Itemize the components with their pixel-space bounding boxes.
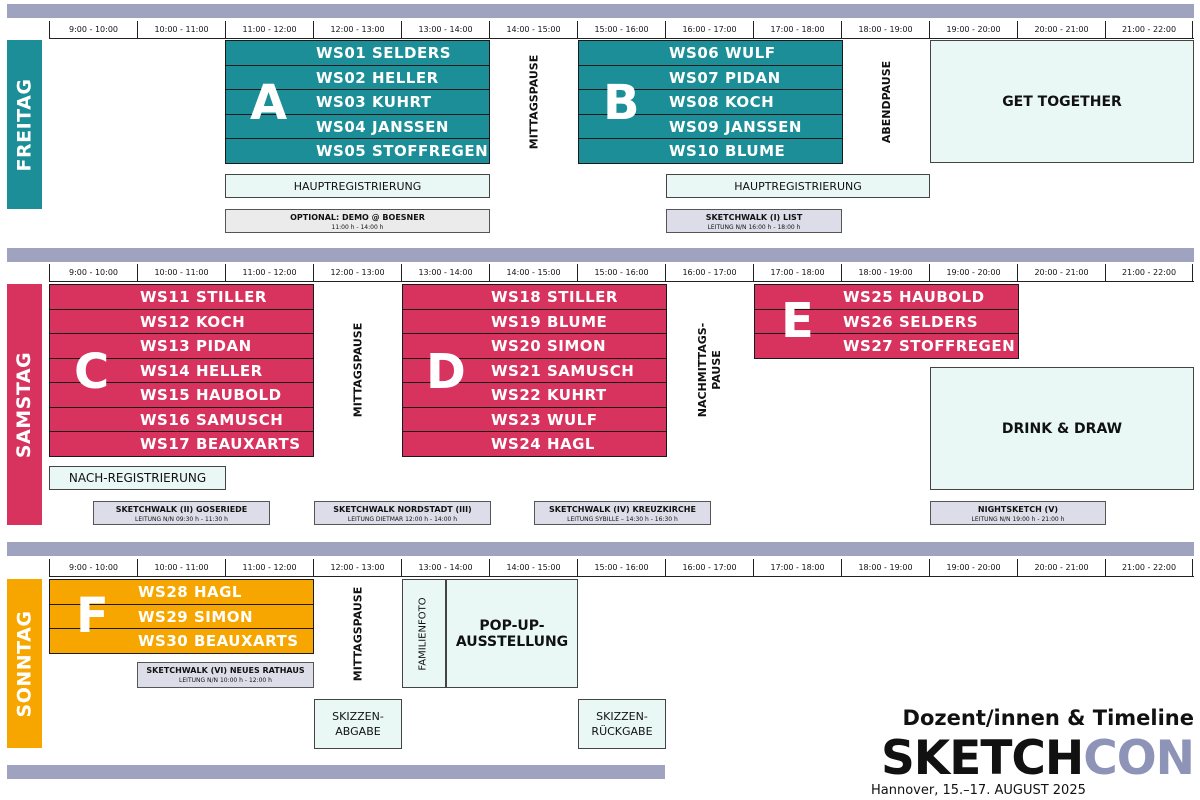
workshop-row: WS12 KOCH xyxy=(49,309,314,335)
mittagspause-label: MITTAGSPAUSE xyxy=(351,586,365,682)
time-slot-header: 13:00 - 14:00 xyxy=(401,559,489,577)
time-slot-header: 14:00 - 15:00 xyxy=(489,264,577,282)
hauptregistrierung-1 xyxy=(225,174,490,198)
nightsketch-title: NIGHTSKETCH (V) xyxy=(977,505,1059,514)
workshop-row: WS18 STILLER xyxy=(402,284,667,310)
group-letter-e: E xyxy=(781,293,814,349)
day-label-text: SONNTAG xyxy=(13,610,36,717)
drink-draw-box xyxy=(930,367,1194,490)
rueckgabe-line-2: RÜCKGABE xyxy=(591,725,653,738)
footer-title: Dozent/innen & Timeline xyxy=(902,706,1194,730)
sketchwalk-sub: LEITUNG N/N 10:00 h - 12:00 h xyxy=(179,677,272,684)
time-slot-header: 19:00 - 20:00 xyxy=(929,559,1017,577)
time-slot-header: 10:00 - 11:00 xyxy=(137,559,225,577)
nachmittagspause-line-2: PAUSE xyxy=(710,350,724,390)
get-together-label: GET TOGETHER xyxy=(1002,93,1122,110)
workshop-row: WS07 PIDAN xyxy=(578,65,843,91)
time-slot-header: 15:00 - 16:00 xyxy=(577,264,665,282)
time-slot-header: 21:00 - 22:00 xyxy=(1105,559,1193,577)
time-slot-header: 15:00 - 16:00 xyxy=(577,21,665,39)
time-slot-header: 11:00 - 12:00 xyxy=(225,559,313,577)
time-slot-header: 15:00 - 16:00 xyxy=(577,559,665,577)
demo-time: 11:00 h - 14:00 h xyxy=(331,224,384,231)
time-slot-header: 21:00 - 22:00 xyxy=(1105,21,1193,39)
day-label-text: SAMSTAG xyxy=(13,351,36,458)
familienfoto-box xyxy=(402,579,446,688)
workshop-row: WS11 STILLER xyxy=(49,284,314,310)
nachmittagspause-label xyxy=(696,323,724,417)
sketchwalk-3-box xyxy=(314,501,491,525)
mittagspause-label: MITTAGSPAUSE xyxy=(527,54,541,149)
sketchwalk-2-box xyxy=(93,501,270,525)
workshop-row: WS02 HELLER xyxy=(225,65,490,91)
drink-draw-label: DRINK & DRAW xyxy=(1001,420,1123,437)
sketchwalk-6-box xyxy=(137,662,314,688)
logo-part-con: CON xyxy=(1083,731,1194,786)
time-slot-header: 13:00 - 14:00 xyxy=(401,21,489,39)
time-slot-header: 11:00 - 12:00 xyxy=(225,21,313,39)
popup-line-2: AUSSTELLUNG xyxy=(455,633,569,650)
time-slot-header: 12:00 - 13:00 xyxy=(313,21,401,39)
time-slot-header: 9:00 - 10:00 xyxy=(49,21,137,39)
time-slot-header: 12:00 - 13:00 xyxy=(313,264,401,282)
time-slot-header: 19:00 - 20:00 xyxy=(929,21,1017,39)
workshop-row: WS25 HAUBOLD xyxy=(754,284,1019,310)
workshop-row: WS20 SIMON xyxy=(402,333,667,359)
section-band-sat-sun xyxy=(7,542,1194,556)
workshop-row: WS27 STOFFREGEN xyxy=(754,333,1019,359)
group-letter-b: B xyxy=(603,75,640,131)
section-band-top xyxy=(7,4,1194,18)
workshop-row: WS09 JANSSEN xyxy=(578,114,843,140)
workshop-row: WS17 BEAUXARTS xyxy=(49,431,314,457)
sketchwalk-1-box xyxy=(666,209,842,233)
sketchwalk-title: SKETCHWALK (I) LIST xyxy=(705,213,803,222)
time-slot-header: 20:00 - 21:00 xyxy=(1017,21,1105,39)
workshop-row: WS15 HAUBOLD xyxy=(49,382,314,408)
saturday-mittagspause xyxy=(314,284,402,456)
time-slot-header: 16:00 - 17:00 xyxy=(665,264,753,282)
workshop-row: WS28 HAGL xyxy=(49,579,314,605)
workshop-row: WS23 WULF xyxy=(402,407,667,433)
workshop-row: WS08 KOCH xyxy=(578,89,843,115)
time-slot-header: 19:00 - 20:00 xyxy=(929,264,1017,282)
nightsketch-sub: LEITUNG N/N 19:00 h - 21:00 h xyxy=(971,516,1065,523)
nightsketch-box xyxy=(930,501,1106,525)
popup-line-1: POP-UP- xyxy=(479,617,545,634)
saturday-nachmittagspause xyxy=(666,284,754,456)
nachmittagspause-line-1: NACHMITTAGS- xyxy=(696,322,710,418)
time-slot-header: 10:00 - 11:00 xyxy=(137,21,225,39)
sketchwalk-sub: LEITUNG N/N 09:30 h - 11:30 h xyxy=(135,516,228,523)
day-label-sonntag xyxy=(7,579,42,748)
time-slot-header: 17:00 - 18:00 xyxy=(753,21,841,39)
time-slot-header: 14:00 - 15:00 xyxy=(489,559,577,577)
workshop-row: WS26 SELDERS xyxy=(754,309,1019,335)
section-band-fri-sat xyxy=(7,248,1194,262)
time-slot-header: 14:00 - 15:00 xyxy=(489,21,577,39)
workshop-row: WS16 SAMUSCH xyxy=(49,407,314,433)
time-slot-header: 20:00 - 21:00 xyxy=(1017,264,1105,282)
friday-mittagspause xyxy=(490,40,578,163)
workshop-row: WS14 HELLER xyxy=(49,358,314,384)
time-slot-header: 18:00 - 19:00 xyxy=(841,264,929,282)
time-slot-header: 21:00 - 22:00 xyxy=(1105,264,1193,282)
rueckgabe-line-1: SKIZZEN- xyxy=(596,710,648,723)
sketchwalk-title: SKETCHWALK (VI) NEUES RATHAUS xyxy=(146,666,305,675)
time-slot-header: 10:00 - 11:00 xyxy=(137,264,225,282)
group-letter-c: C xyxy=(74,344,110,400)
registration-label: HAUPTREGISTRIERUNG xyxy=(293,179,422,193)
workshop-row: WS03 KUHRT xyxy=(225,89,490,115)
skizzen-abgabe-box xyxy=(314,699,402,749)
footer-subtitle: Hannover, 15.–17. AUGUST 2025 xyxy=(871,783,1086,798)
workshop-row: WS10 BLUME xyxy=(578,138,843,164)
time-slot-header: 11:00 - 12:00 xyxy=(225,264,313,282)
workshop-row: WS29 SIMON xyxy=(49,604,314,630)
sketchwalk-4-box xyxy=(534,501,711,525)
time-slot-header: 16:00 - 17:00 xyxy=(665,559,753,577)
skizzen-rueckgabe-box xyxy=(578,699,666,749)
demo-boesner-box xyxy=(225,209,490,233)
abgabe-line-2: ABGABE xyxy=(335,725,381,738)
group-letter-a: A xyxy=(250,75,288,131)
group-letter-f: F xyxy=(76,588,109,644)
workshop-row: WS21 SAMUSCH xyxy=(402,358,667,384)
day-label-text: FREITAG xyxy=(13,78,36,171)
abendpause-label: ABENDPAUSE xyxy=(879,60,893,143)
workshop-row: WS04 JANSSEN xyxy=(225,114,490,140)
time-slot-header: 20:00 - 21:00 xyxy=(1017,559,1105,577)
mittagspause-label: MITTAGSPAUSE xyxy=(351,322,365,418)
workshop-row: WS13 PIDAN xyxy=(49,333,314,359)
workshop-row: WS01 SELDERS xyxy=(225,40,490,66)
familienfoto-label: FAMILIENFOTO xyxy=(418,596,429,671)
abgabe-line-1: SKIZZEN- xyxy=(332,710,384,723)
sketchcon-logo xyxy=(880,731,1194,786)
time-slot-header: 16:00 - 17:00 xyxy=(665,21,753,39)
time-header-friday xyxy=(49,21,1194,39)
friday-abendpause xyxy=(843,40,931,163)
time-slot-header: 13:00 - 14:00 xyxy=(401,264,489,282)
workshop-row: WS24 HAGL xyxy=(402,431,667,457)
sketchwalk-title: SKETCHWALK (II) GOSERIEDE xyxy=(115,505,248,514)
section-band-bottom xyxy=(7,765,665,779)
time-slot-header: 18:00 - 19:00 xyxy=(841,559,929,577)
workshop-row: WS30 BEAUXARTS xyxy=(49,628,314,654)
day-label-freitag xyxy=(7,40,42,209)
nach-registrierung-box xyxy=(49,466,226,490)
time-slot-header: 18:00 - 19:00 xyxy=(841,21,929,39)
popup-ausstellung-box xyxy=(446,579,578,688)
sunday-mittagspause xyxy=(314,579,402,689)
time-header-sunday xyxy=(49,559,1194,577)
logo-part-sketch: SKETCH xyxy=(880,731,1084,786)
workshop-row: WS05 STOFFREGEN xyxy=(225,138,490,164)
sketchwalk-title: SKETCHWALK NORDSTADT (III) xyxy=(333,505,472,514)
sketchwalk-sub: LEITUNG N/N 16:00 h - 18:00 h xyxy=(707,224,801,231)
time-slot-header: 9:00 - 10:00 xyxy=(49,264,137,282)
sketchwalk-sub: LEITUNG DIETMAR 12:00 h - 14:00 h xyxy=(347,516,458,523)
day-label-samstag xyxy=(7,284,42,525)
workshop-row: WS19 BLUME xyxy=(402,309,667,335)
time-slot-header: 12:00 - 13:00 xyxy=(313,559,401,577)
time-slot-header: 17:00 - 18:00 xyxy=(753,559,841,577)
time-slot-header: 9:00 - 10:00 xyxy=(49,559,137,577)
sketchwalk-sub: LEITUNG SYBILLE – 14:30 h - 16:30 h xyxy=(567,516,678,523)
workshop-row: WS06 WULF xyxy=(578,40,843,66)
hauptregistrierung-2 xyxy=(666,174,930,198)
sketchwalk-title: SKETCHWALK (IV) KREUZKIRCHE xyxy=(549,505,696,514)
nachregistrierung-label: NACH-REGISTRIERUNG xyxy=(68,471,207,485)
demo-title: OPTIONAL: DEMO @ BOESNER xyxy=(290,213,425,222)
get-together-box xyxy=(930,40,1194,163)
time-slot-header: 17:00 - 18:00 xyxy=(753,264,841,282)
workshop-row: WS22 KUHRT xyxy=(402,382,667,408)
time-header-saturday xyxy=(49,264,1194,282)
group-letter-d: D xyxy=(426,344,466,400)
registration-label: HAUPTREGISTRIERUNG xyxy=(734,179,862,193)
